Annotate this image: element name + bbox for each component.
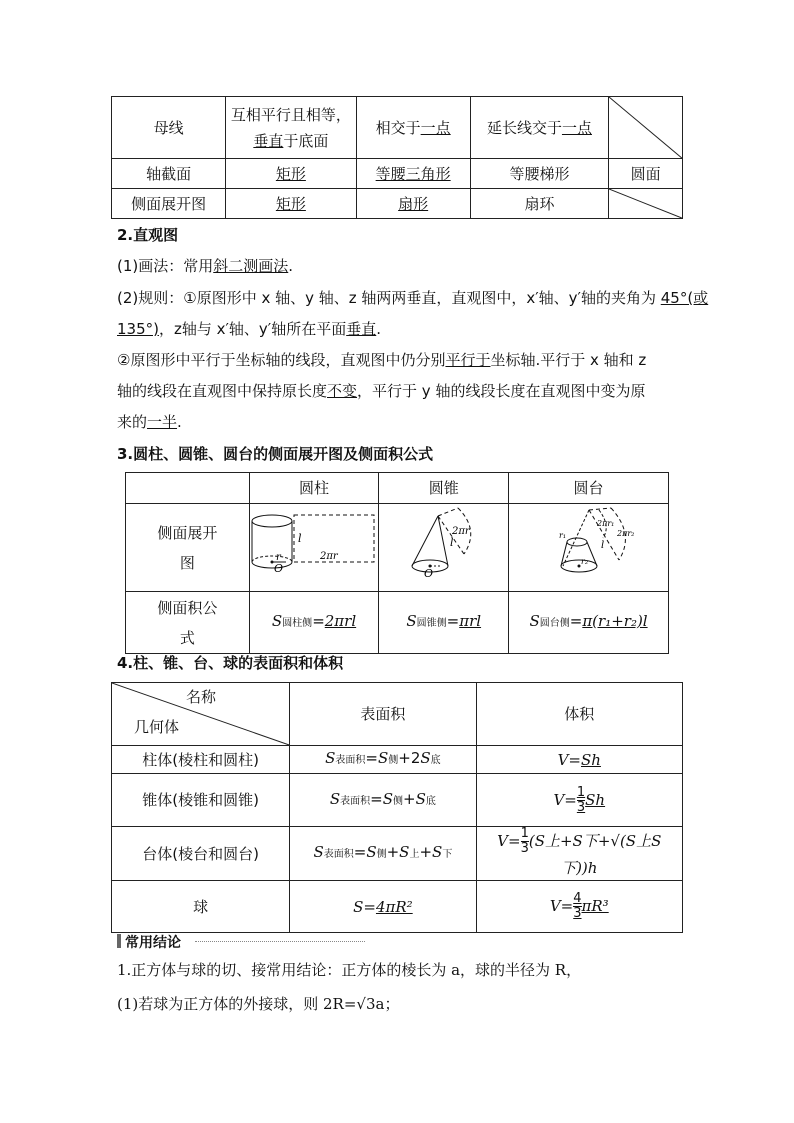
svg-text:r₂: r₂ — [580, 557, 588, 566]
svg-text:2πr₁: 2πr₁ — [596, 519, 614, 528]
angle-45: 45°(或 — [660, 289, 709, 307]
cone-axial-section: 等腰三角形 — [356, 159, 470, 189]
svg-text:l: l — [600, 540, 604, 551]
conclusion-header — [117, 932, 367, 950]
frustum-lateral-formula: S圆台侧=π(r₁+r₂)l — [509, 592, 669, 654]
frustum-generatrix-text: 延长线交于 — [486, 118, 562, 137]
cone-lateral-formula: S圆锥侧=πrl — [379, 592, 509, 654]
empty-diagonal-cell — [609, 97, 683, 159]
pyramid-volume-formula: V= $\frac{1}{3}$ Sh — [476, 774, 682, 827]
frustum-area-formula: S表面积=S侧+S上+S下 — [290, 827, 476, 881]
row-label-unfolding: 侧面展开 图 — [126, 504, 250, 592]
sphere-axial-section: 圆面 — [609, 159, 683, 189]
section-2-para-3: ②原图形中平行于坐标轴的线段，直观图中仍分别平行于坐标轴.平行于 x 轴和 z — [117, 351, 647, 369]
col-volume: 体积 — [476, 683, 682, 746]
table-area-volume — [111, 682, 683, 933]
frustum-unfolding: 扇环 — [470, 189, 608, 219]
conclusion-marker — [117, 934, 121, 948]
half: 一半 — [147, 413, 178, 431]
cylinder-unfolding-figure — [250, 504, 378, 584]
conclusion-para-1: 1.正方体与球的切、接常用结论：正方体的棱长为 a，球的半径为 R， — [117, 961, 582, 979]
section-4-title: 4.柱、锥、台、球的表面积和体积 — [117, 654, 344, 672]
corner-empty — [126, 473, 250, 504]
cylinder-axial-section: 矩形 — [226, 159, 356, 189]
cone-unfolding-figure — [380, 504, 508, 584]
row-frustum: 台体(棱台和圆台) — [112, 827, 290, 881]
row-pyramid-cone: 锥体(棱锥和圆锥) — [112, 774, 290, 827]
cone-generatrix-text: 相交于 — [375, 118, 421, 137]
empty-diagonal-cell-2 — [609, 189, 683, 219]
corner-label-solid: 几何体 — [134, 718, 180, 736]
cylinder-lateral-formula: S圆柱侧=2πrl — [249, 592, 379, 654]
conclusion-rule — [195, 941, 365, 942]
section-3-title: 3.圆柱、圆锥、圆台的侧面展开图及侧面积公式 — [117, 445, 434, 463]
col-frustum: 圆台 — [509, 473, 669, 504]
parallel-to: 平行于 — [445, 351, 491, 369]
cylinder-generatrix-perpendicular: 垂直 — [253, 131, 284, 150]
svg-text:2πr: 2πr — [451, 526, 470, 537]
frustum-volume-formula: V= $\frac{1}{3}$ (S上+S下+√(S上S下))h — [476, 827, 682, 881]
svg-text:r₁: r₁ — [558, 531, 566, 540]
col-cylinder: 圆柱 — [249, 473, 379, 504]
svg-text:r: r — [276, 552, 281, 563]
frustum-figure-cell — [509, 504, 669, 592]
col-cone: 圆锥 — [379, 473, 509, 504]
frustum-generatrix-point: 一点 — [561, 118, 592, 137]
section-2-para-1: (1)画法：常用斜二测画法. — [117, 257, 294, 275]
cylinder-generatrix-text: 互相平行且相等， — [230, 105, 351, 124]
svg-text:2πr: 2πr — [320, 551, 338, 562]
svg-text:l: l — [298, 532, 302, 545]
prism-volume-formula: V=Sh — [476, 746, 682, 774]
svg-text:O: O — [274, 562, 284, 575]
z-perpendicular: 垂直 — [346, 320, 377, 338]
frustum-axial-section: 等腰梯形 — [470, 159, 608, 189]
unchanged: 不变 — [327, 382, 358, 400]
row-head-lateral-unfolding: 侧面展开图 — [112, 189, 226, 219]
cylinder-generatrix-suffix: 于底面 — [283, 131, 329, 150]
section-2-title: 2.直观图 — [117, 226, 179, 244]
row-head-axial-section: 轴截面 — [112, 159, 226, 189]
conclusion-label: 常用结论 — [125, 935, 181, 951]
section-2-para-5: 来的一半. — [117, 413, 182, 431]
oblique-method: 斜二测画法 — [213, 257, 289, 275]
svg-text:O: O — [423, 567, 433, 580]
row-head-generatrix: 母线 — [112, 97, 226, 159]
sphere-area-formula: S=4πR² — [290, 881, 476, 933]
angle-135: 135°) — [117, 320, 159, 338]
corner-label-name: 名称 — [186, 688, 217, 706]
pyramid-area-formula: S表面积=S侧+S底 — [290, 774, 476, 827]
svg-text:2πr₂: 2πr₂ — [616, 529, 634, 538]
conclusion-para-2: (1)若球为正方体的外接球，则 2R=√3a； — [117, 995, 400, 1013]
row-prism-cylinder: 柱体(棱柱和圆柱) — [112, 746, 290, 774]
col-surface-area: 表面积 — [290, 683, 476, 746]
svg-text:l: l — [449, 536, 454, 549]
cylinder-figure-cell — [249, 504, 379, 592]
row-label-area-formula: 侧面积公 式 — [126, 592, 250, 654]
corner-header-cell — [112, 683, 290, 746]
cone-unfolding: 扇形 — [356, 189, 470, 219]
section-2-para-4: 轴的线段在直观图中保持原长度不变，平行于 y 轴的线段长度在直观图中变为原 — [117, 382, 646, 400]
table-frustum-properties — [111, 96, 683, 219]
section-2-para-2b: 135°)，z轴与 x′轴、y′轴所在平面垂直. — [117, 320, 381, 338]
cone-generatrix-point: 一点 — [420, 118, 451, 137]
prism-area-formula: S表面积=S侧+2S底 — [290, 746, 476, 774]
row-sphere: 球 — [112, 881, 290, 933]
cylinder-unfolding: 矩形 — [226, 189, 356, 219]
frustum-unfolding-figure — [515, 504, 663, 584]
cone-figure-cell — [379, 504, 509, 592]
table-lateral-area — [125, 472, 669, 654]
section-2-para-2: (2)规则：①原图形中 x 轴、y 轴、z 轴两两垂直，直观图中，x′轴、y′轴的夹角为 45°(或 — [117, 289, 709, 307]
sphere-volume-formula: V= $\frac{4}{3}$ πR³ — [476, 881, 682, 933]
